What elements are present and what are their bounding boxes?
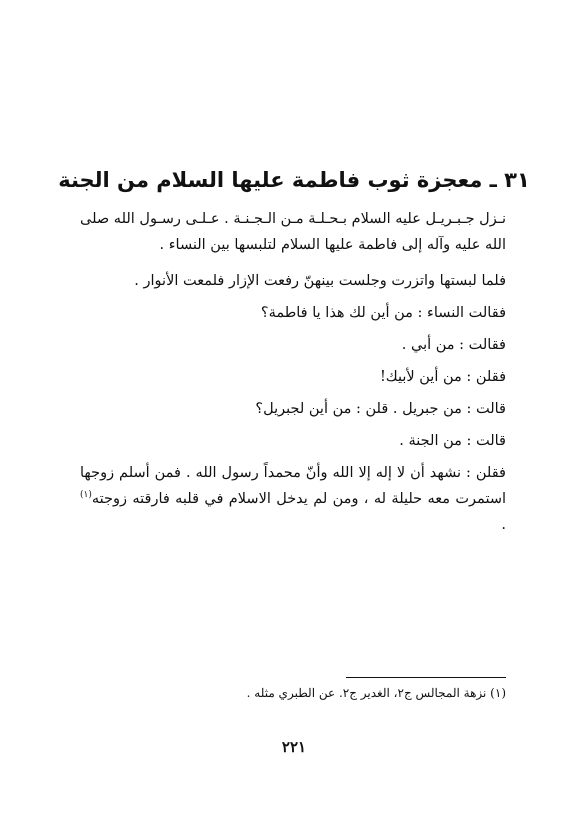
page-number: ٢٢١	[281, 738, 307, 756]
paragraph: فقالت النساء : من أين لك هذا يا فاطمة؟	[260, 305, 506, 321]
paragraph: قالت : من الجنة .	[399, 433, 506, 449]
paragraph: فقلن : من أين لأبيك!	[379, 369, 506, 385]
body-text	[80, 206, 506, 544]
paragraph: فقالت : من أبي .	[401, 337, 506, 353]
final-paragraph	[80, 460, 506, 538]
chapter-title: ٣١ ـ معجزة ثوب فاطمة عليها السلام من الجنة	[58, 168, 530, 192]
final-paragraph-end: .	[501, 517, 506, 533]
paragraph: قالت : من جبريل . قلن : من أين لجبريل؟	[255, 401, 506, 417]
paragraph: فلما لبستها واتزرت وجلست بينهنّ رفعت الإزار فلمعت الأنوار .	[134, 273, 506, 289]
footnote: (١) نزهة المجالس ج٢، الغدير ج٢. عن الطبري مثله .	[246, 686, 506, 700]
final-paragraph-text: فقلن : نشهد أن لا إله إلا الله وأنّ محمداً رسول الله . فمن أسلم زوجها استمرت معه حليلة له ، ومن لم يدخل الاسلام في قلبه فارقته زوجته	[80, 465, 506, 507]
footnote-divider	[346, 677, 506, 678]
paragraph: نـزل جـبـريـل عليه السلام بـحـلـة مـن الـجـنـة . عـلـى رسـول الله صلى الله عليه وآله إلى فاطمة عليها السلام لتلبسها بين النساء .	[80, 211, 506, 253]
footnote-reference[interactable]: (١)	[80, 490, 92, 501]
